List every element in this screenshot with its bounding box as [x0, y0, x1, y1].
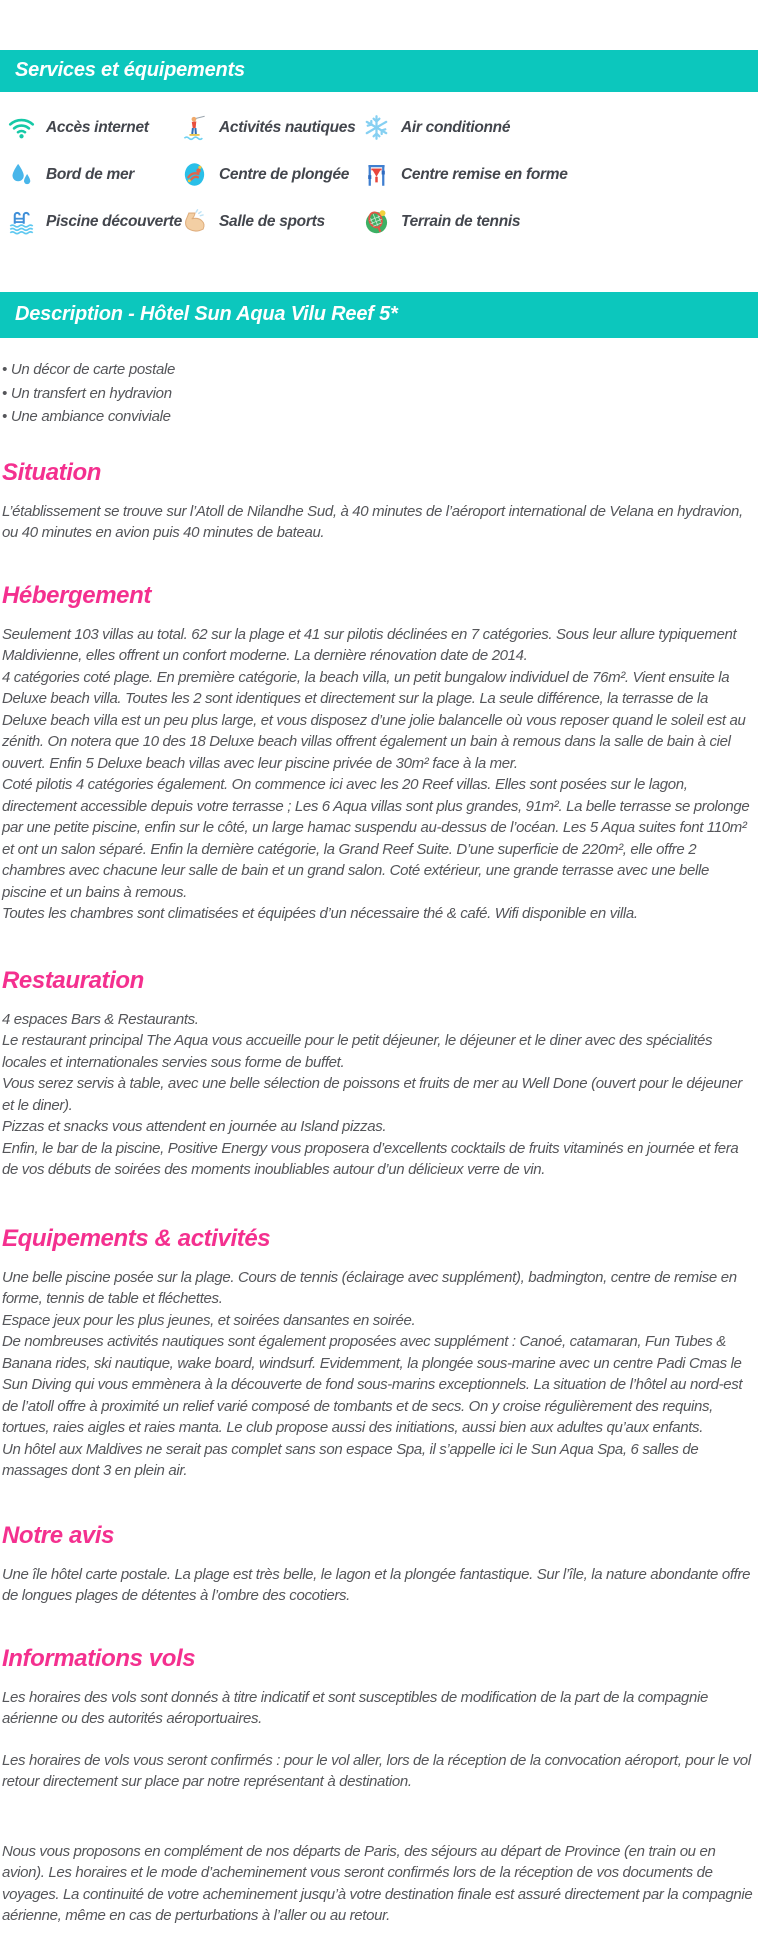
highlight-item: • Une ambiance conviviale: [2, 405, 756, 429]
paragraph: Coté pilotis 4 catégories également. On commence ici avec les 20 Reef villas. Elles sont posées sur le lagon, directement accessible depuis votre terrasse ; Les 6 Aqua villas sont plus grandes, 91m². La belle terrasse se prolonge par une petite piscine, enfin sur le côté, un large hamac suspendu au-dessus de l’océan. Les 5 Aqua suites font 110m² et ont un salon séparé. Enfin la dernière catégorie, la Grand Reef Suite. D’une superficie de 220m², elle offre 2 chambres avec chacune leur salle de bain et un grand salon. Coté extérieur, une grande terrasse avec une belle piscine et un bains à remous.: [2, 776, 750, 901]
paragraph: Une île hôtel carte postale. La plage est très belle, le lagon et la plongée fantastique. Sur l’île, la nature abondante offre de longues plages de détentes à l’ombre des cocotiers.: [2, 1565, 751, 1604]
paragraph: 4 espaces Bars & Restaurants.: [2, 1010, 199, 1028]
notre-avis-heading: Notre avis: [2, 1521, 115, 1549]
amenity-centre-remise-en-forme: [363, 151, 758, 198]
paragraph: L’établissement se trouve sur l’Atoll de Nilandhe Sud, à 40 minutes de l’aéroport international de Velana en hydravion, ou 40 minutes en avion puis 40 minutes de bateau.: [2, 502, 743, 541]
gym-machine-icon: [363, 161, 390, 188]
situation-heading: Situation: [2, 458, 102, 486]
highlight-item: • Un transfert en hydravion: [2, 382, 756, 406]
amenity-terrain-de-tennis: [363, 198, 758, 245]
amenity-label: Salle de sports: [219, 212, 325, 230]
restauration-heading: Restauration: [2, 966, 144, 994]
paragraph: Espace jeux pour les plus jeunes, et soirées dansantes en soirée.: [2, 1311, 416, 1329]
paragraph: Les horaires de vols vous seront confirmés : pour le vol aller, lors de la réception de la convocation aéroport, pour le vol retour directement sur place par notre représentant à destination.: [2, 1751, 751, 1790]
pool-ladder-icon: [8, 208, 35, 235]
amenity-label: Terrain de tennis: [401, 212, 521, 230]
description-section-header: [0, 292, 758, 338]
paragraph: Les horaires des vols sont donnés à titre indicatif et sont susceptibles de modification de la part de la compagnie aérienne ou des autorités aéroportuaires.: [2, 1688, 709, 1727]
amenity-activites-nautiques: [181, 104, 363, 151]
paragraph: Une belle piscine posée sur la plage. Cours de tennis (éclairage avec supplément), badmington, centre de remise en forme, tennis de table et fléchettes.: [2, 1268, 737, 1307]
amenity-label: Centre remise en forme: [401, 165, 568, 183]
snowflake-icon: [363, 114, 390, 141]
situation-text: [0, 501, 758, 544]
paragraph: Pizzas et snacks vous attendent en journée au Island pizzas.: [2, 1118, 387, 1135]
highlights-list: [0, 358, 758, 429]
hebergement-text: [0, 624, 758, 925]
equipements-heading: Equipements & activités: [2, 1224, 271, 1252]
informations-vols-heading: Informations vols: [2, 1644, 196, 1672]
water-drops-icon: [8, 161, 35, 188]
top-whitespace: [0, 0, 758, 50]
amenity-label: Centre de plongée: [219, 165, 350, 183]
paragraph: Le restaurant principal The Aqua vous accueille pour le petit déjeuner, le déjeuner et le diner avec des spécialités locales et internationales servies sous forme de buffet.: [2, 1032, 713, 1071]
hebergement-heading: Hébergement: [2, 581, 151, 609]
water-ski-icon: [181, 114, 208, 141]
wifi-icon: [8, 114, 35, 141]
description-section-title: Description - Hôtel Sun Aqua Vilu Reef 5*: [15, 303, 398, 325]
amenity-piscine-decouverte: [8, 198, 181, 245]
amenity-centre-de-plongee: [181, 151, 363, 198]
amenity-label: Bord de mer: [46, 165, 134, 183]
amenity-label: Piscine découverte: [46, 212, 182, 230]
services-section-title: Services et équipements: [15, 59, 245, 81]
paragraph: Vous serez servis à table, avec une belle sélection de poissons et fruits de mer au Well Done (ouvert pour le déjeuner et le diner).: [2, 1075, 742, 1114]
amenities-grid: [0, 104, 758, 245]
tennis-racket-icon: [363, 208, 390, 235]
restauration-text: [0, 1009, 758, 1181]
paragraph: Toutes les chambres sont climatisées et équipées d’un nécessaire thé & café. Wifi disponible en villa.: [2, 905, 638, 922]
paragraph: Seulement 103 villas au total. 62 sur la plage et 41 sur pilotis déclinées en 7 catégories. Sous leur allure typiquement Maldivienne, elles offrent un confort moderne. La dernière rénovation date de 2014.: [2, 625, 737, 664]
amenity-label: Accès internet: [46, 118, 149, 136]
amenity-label: Air conditionné: [401, 118, 511, 136]
amenity-salle-de-sports: [181, 198, 363, 245]
paragraph: Un hôtel aux Maldives ne serait pas complet sans son espace Spa, il s’appelle ici le Sun Aqua Spa, 6 salles de massages dont 3 en plein air.: [2, 1440, 699, 1479]
informations-vols-text: [0, 1687, 758, 1927]
paragraph: De nombreuses activités nautiques sont également proposées avec supplément : Canoé, catamaran, Fun Tubes & Banana rides, ski nautique, wake board, windsurf. Evidemment, la plongée sous-marine avec un centre Padi Cmas le Sun Diving qui vous emmènera à la découverte de fond sous-marins exceptionnels. La situation de l’hôtel au nord-est de l’atoll offre à proximité un relief varié composé de tombants et de secs. On y croise régulièrement des requins, tortues, raies aigles et raies manta. Le club propose aussi des initiations, aussi bien aux adultes qu’aux enfants.: [2, 1333, 743, 1436]
services-section-header: [0, 50, 758, 92]
notre-avis-text: [0, 1564, 758, 1607]
amenity-label: Activités nautiques: [219, 118, 356, 136]
scuba-diver-icon: [181, 161, 208, 188]
equipements-text: [0, 1267, 758, 1482]
paragraph: Enfin, le bar de la piscine, Positive Energy vous proposera d’excellents cocktails de fruits vitaminés en journée et fera de vos débuts de soirées des moments inoubliables autour d’un délicieux verre de vin.: [2, 1139, 739, 1178]
amenity-acces-internet: [8, 104, 181, 151]
flexed-biceps-icon: [181, 208, 208, 235]
paragraph: 4 catégories coté plage. En première catégorie, la beach villa, un petit bungalow individuel de 76m². Vient ensuite la Deluxe beach villa. Toutes les 2 sont identiques et directement sur la plage. La seule différence, la terrasse de la Deluxe beach villa est un peu plus large, et vous disposez d’une jolie balancelle où vous reposer quand le soleil est au zénith. On notera que 10 des 18 Deluxe beach villas offrent également un bain à remous dans la salle de bain à ciel ouvert. Enfin 5 Deluxe beach villas avec leur piscine privée de 30m² face à la mer.: [2, 668, 746, 772]
paragraph: Nous vous proposons en complément de nos départs de Paris, des séjours au départ de Province (en train ou en avion). Les horaires et le mode d’acheminement vous seront confirmés lors de la réception de vos documents de voyages. La continuité de votre acheminement jusqu’à votre destination finale est assuré directement par la compagnie aérienne, même en cas de perturbations à l’aller ou au retour.: [2, 1842, 753, 1924]
highlight-item: • Un décor de carte postale: [2, 358, 756, 382]
amenity-air-conditionne: [363, 104, 758, 151]
amenity-bord-de-mer: [8, 151, 181, 198]
